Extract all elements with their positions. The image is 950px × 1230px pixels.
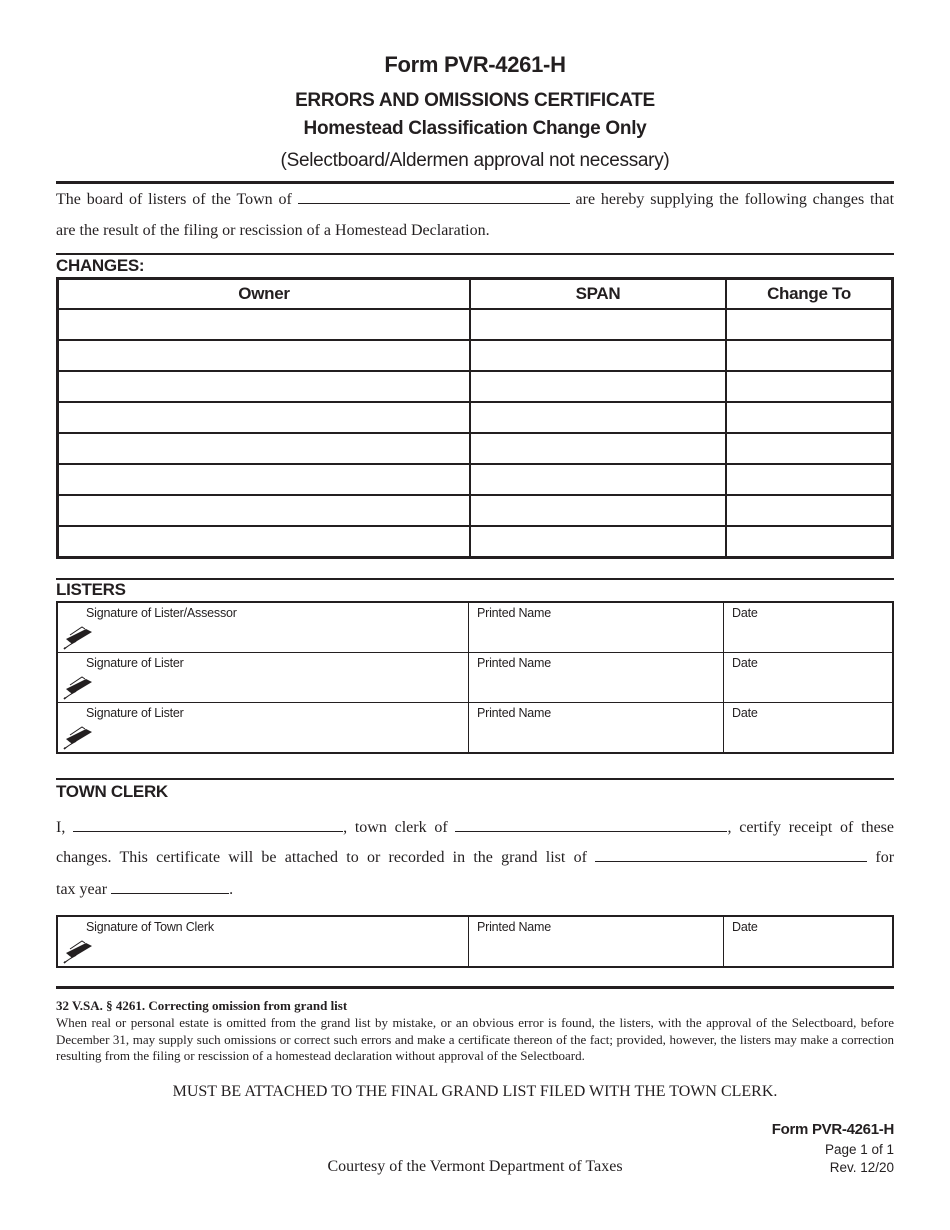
clerk-line-3: [56, 875, 894, 905]
owner-column-header: Owner: [58, 279, 471, 310]
tax-year-field[interactable]: [111, 879, 229, 894]
printed-name-cell[interactable]: [469, 653, 724, 703]
clerk-line-2: [56, 843, 894, 873]
lister-row: [57, 653, 893, 703]
date-label: Date: [732, 656, 758, 670]
form-subtitle: Homestead Classification Change Only: [303, 118, 647, 139]
printed-name-cell[interactable]: [469, 703, 724, 754]
statute-heading: 32 V.SA. § 4261. Correcting omission from grand list: [56, 998, 348, 1013]
printed-name-label: Printed Name: [477, 656, 552, 670]
town-name-field[interactable]: [298, 189, 570, 204]
printed-name-cell[interactable]: [469, 916, 724, 967]
intro-text-end: are hereby supplying the following changes that: [575, 191, 895, 208]
clerk-i-text: I,: [56, 819, 66, 836]
statute-body: When real or personal estate is omitted from the grand list by mistake, or an obvious error is found, the listers, with the approval of the Selectboard, before December 31, may supply such omissions or correct such errors and make a certificate thereon of the fact; provided, however, the listers may make a correction resulting from the filing or rescission of a homestead declaration without approval of the Selectboard.: [56, 1015, 894, 1063]
table-row: [58, 402, 893, 433]
span-cell[interactable]: [470, 402, 726, 433]
town-clerk-divider: [56, 778, 894, 780]
change-to-cell[interactable]: [726, 309, 893, 340]
date-label: Date: [732, 920, 758, 934]
owner-cell[interactable]: [58, 433, 471, 464]
pen-signature-icon: [62, 673, 94, 701]
pen-signature-icon: [62, 937, 94, 965]
signature-label: Signature of Lister/Assessor: [86, 606, 237, 620]
printed-name-label: Printed Name: [477, 606, 552, 620]
date-label: Date: [732, 606, 758, 620]
change-to-cell[interactable]: [726, 495, 893, 526]
date-cell[interactable]: [724, 703, 894, 754]
intro-line-2: are the result of the filing or rescission of a Homestead Declaration.: [56, 222, 490, 239]
lister-row: [57, 703, 893, 754]
certify-text: , certify receipt of these: [727, 819, 895, 836]
change-to-cell[interactable]: [726, 526, 893, 558]
owner-cell[interactable]: [58, 464, 471, 495]
change-to-cell[interactable]: [726, 402, 893, 433]
town-clerk-signature-table: [56, 915, 894, 968]
signature-cell[interactable]: [57, 653, 469, 703]
statute-divider: [56, 986, 894, 989]
owner-cell[interactable]: [58, 402, 471, 433]
clerk-line-1: [56, 813, 894, 843]
span-cell[interactable]: [470, 340, 726, 371]
change-to-cell[interactable]: [726, 464, 893, 495]
printed-name-cell[interactable]: [469, 602, 724, 653]
table-row: [58, 309, 893, 340]
listers-label: LISTERS: [56, 580, 126, 599]
span-cell[interactable]: [470, 433, 726, 464]
span-cell[interactable]: [470, 526, 726, 558]
town-clerk-row: [57, 916, 893, 967]
footer-form-number: Form PVR-4261-H: [771, 1121, 894, 1138]
owner-cell[interactable]: [58, 340, 471, 371]
change-to-column-header: Change To: [726, 279, 893, 310]
change-to-cell[interactable]: [726, 371, 893, 402]
intro-line-1: [56, 184, 894, 215]
owner-cell[interactable]: [58, 309, 471, 340]
span-cell[interactable]: [470, 464, 726, 495]
grand-list-field[interactable]: [595, 847, 867, 862]
table-row: [58, 433, 893, 464]
printed-name-label: Printed Name: [477, 920, 552, 934]
footer-page-number: Page 1 of 1: [824, 1142, 894, 1157]
signature-cell[interactable]: [57, 602, 469, 653]
date-cell[interactable]: [724, 602, 894, 653]
table-row: [58, 526, 893, 558]
signature-label: Signature of Lister: [86, 706, 184, 720]
form-number-title: Form PVR-4261-H: [384, 52, 566, 77]
clerk-of-text: , town clerk of: [343, 819, 448, 836]
listers-signature-table: [56, 601, 894, 754]
change-to-cell[interactable]: [726, 340, 893, 371]
footer-revision: Rev. 12/20: [829, 1160, 894, 1175]
signature-cell[interactable]: [57, 703, 469, 754]
clerk-town-field[interactable]: [455, 817, 727, 832]
town-clerk-label: TOWN CLERK: [56, 782, 168, 801]
changes-header-row: [58, 279, 893, 310]
signature-label: Signature of Lister: [86, 656, 184, 670]
tax-year-period: .: [229, 881, 234, 898]
changes-divider: [56, 253, 894, 255]
grand-list-text: changes. This certificate will be attached to or recorded in the grand list of: [56, 849, 587, 866]
changes-table: [56, 277, 894, 559]
clerk-name-field[interactable]: [73, 817, 343, 832]
intro-text-start: The board of listers of the Town of: [56, 191, 292, 208]
table-row: [58, 495, 893, 526]
footer-courtesy: Courtesy of the Vermont Department of Taxes: [327, 1158, 623, 1175]
change-to-cell[interactable]: [726, 433, 893, 464]
owner-cell[interactable]: [58, 526, 471, 558]
attachment-notice: MUST BE ATTACHED TO THE FINAL GRAND LIST FILED WITH THE TOWN CLERK.: [172, 1083, 778, 1100]
table-row: [58, 340, 893, 371]
printed-name-label: Printed Name: [477, 706, 552, 720]
span-cell[interactable]: [470, 495, 726, 526]
table-row: [58, 371, 893, 402]
span-cell[interactable]: [470, 309, 726, 340]
form-title: ERRORS AND OMISSIONS CERTIFICATE: [295, 90, 655, 111]
listers-divider: [56, 578, 894, 580]
signature-label: Signature of Town Clerk: [86, 920, 214, 934]
date-cell[interactable]: [724, 916, 894, 967]
form-note: (Selectboard/Aldermen approval not necessary): [280, 150, 670, 171]
tax-year-text: tax year: [56, 881, 108, 898]
lister-row: [57, 602, 893, 653]
span-column-header: SPAN: [470, 279, 726, 310]
span-cell[interactable]: [470, 371, 726, 402]
date-label: Date: [732, 706, 758, 720]
owner-cell[interactable]: [58, 371, 471, 402]
signature-cell[interactable]: [57, 916, 469, 967]
owner-cell[interactable]: [58, 495, 471, 526]
changes-label: CHANGES:: [56, 256, 145, 275]
table-row: [58, 464, 893, 495]
for-text: for: [875, 849, 895, 866]
pen-signature-icon: [62, 723, 94, 751]
pen-signature-icon: [62, 623, 94, 651]
date-cell[interactable]: [724, 653, 894, 703]
